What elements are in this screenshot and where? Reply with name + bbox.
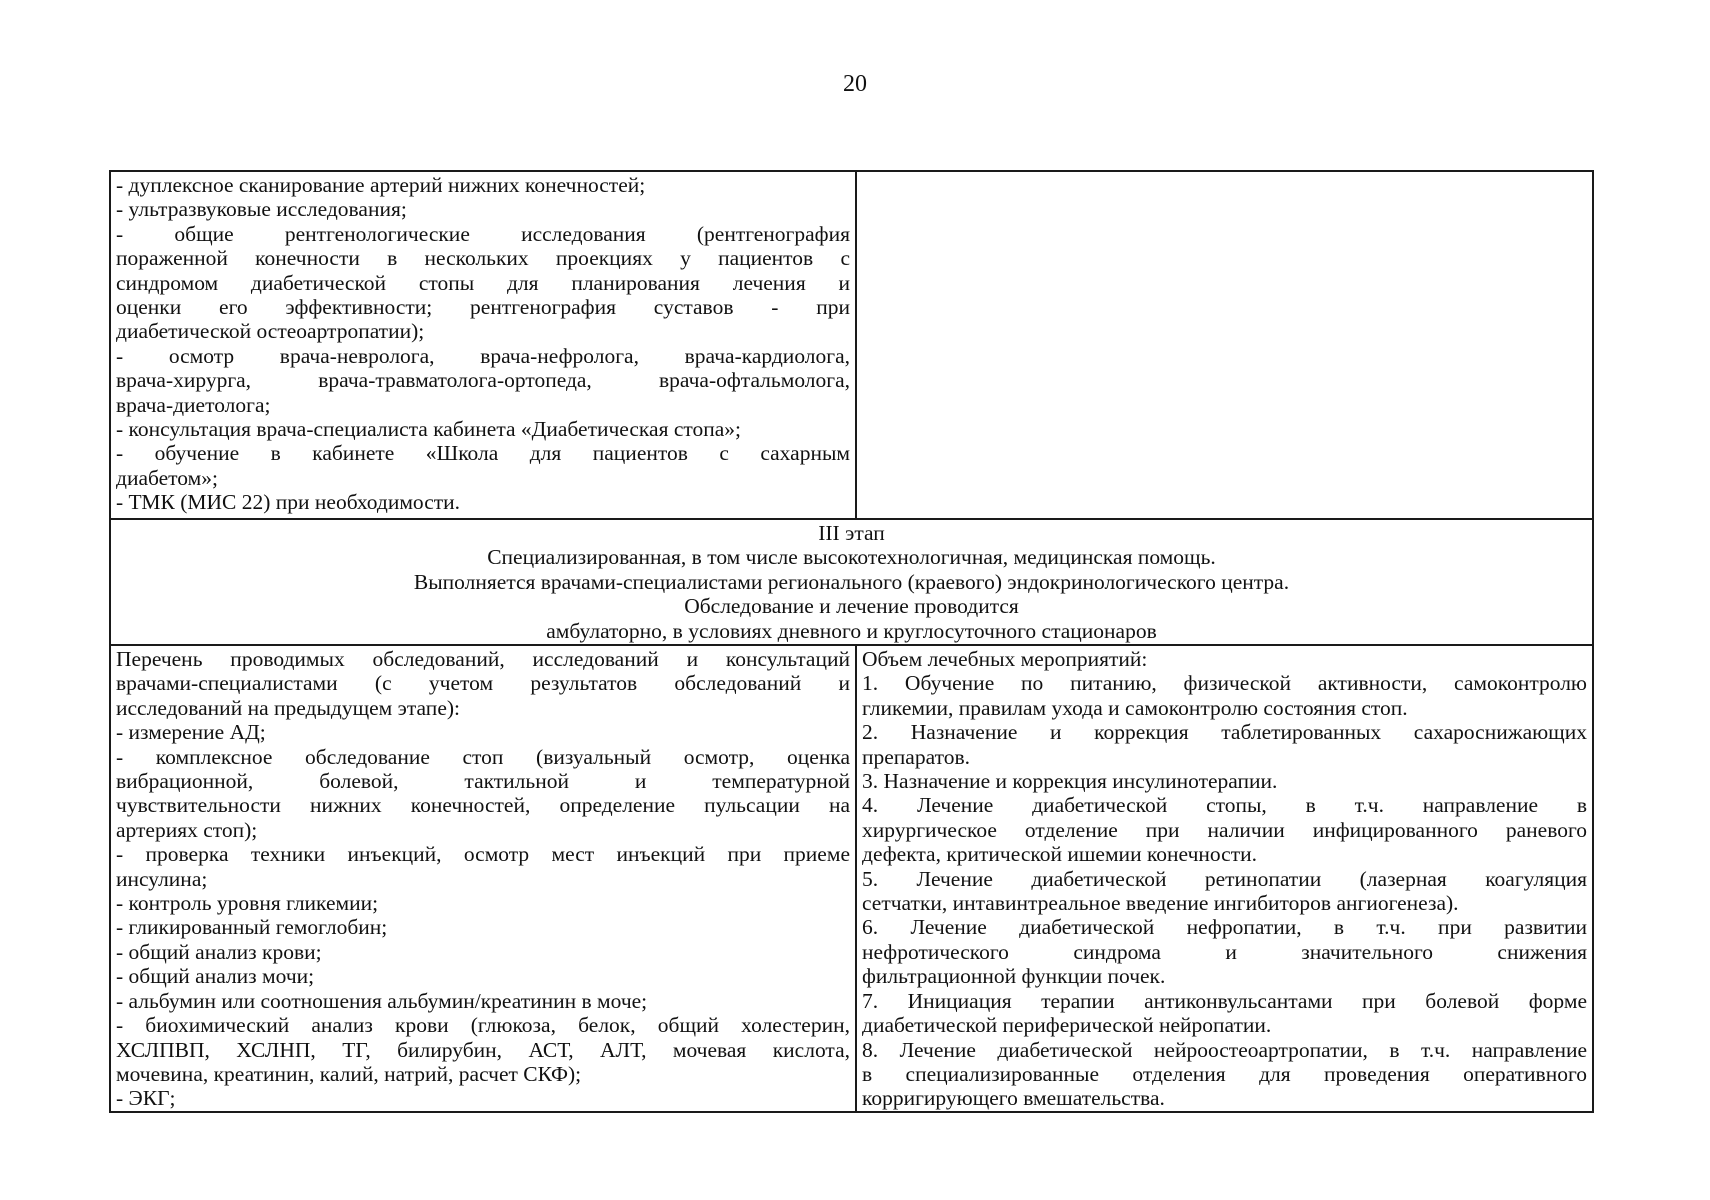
list-item: - обучение в кабинете «Школа для пациентов с сахарным	[116, 441, 850, 466]
list-item: - дуплексное сканирование артерий нижних конечностей;	[116, 173, 646, 197]
list-item: - измерение АД;	[116, 720, 266, 745]
list-item: - консультация врача-специалиста кабинета «Диабетическая стопа»;	[116, 417, 742, 442]
examinations-cell	[110, 645, 856, 1112]
list-item: - общий анализ мочи;	[116, 964, 315, 989]
list-item: хирургическое отделение при наличии инфицированного раневого	[862, 817, 1587, 842]
stage-heading-cell	[110, 519, 1593, 645]
list-item: фильтрационной функции почек.	[862, 964, 1166, 989]
list-item: 5. Лечение диабетической ретинопатии (лазерная коагуляция	[862, 866, 1587, 891]
list-item: - ультразвуковые исследования;	[116, 197, 407, 222]
list-item: диабетом»;	[116, 465, 218, 490]
list-item: сетчатки, интавинтреальное введение ингибиторов ангиогенеза).	[862, 891, 1459, 916]
list-item: Объем лечебных мероприятий:	[862, 647, 1148, 671]
list-item: 3. Назначение и коррекция инсулинотерапии.	[862, 769, 1278, 794]
examinations-continued-cell	[110, 171, 856, 519]
list-item: - осмотр врача-невролога, врача-нефролога, врача-кардиолога,	[116, 343, 850, 368]
list-item: врача-хирурга, врача-травматолога-ортопеда, врача-офтальмолога,	[116, 368, 850, 393]
list-item: исследований на предыдущем этапе):	[116, 695, 460, 720]
list-item: 4. Лечение диабетической стопы, в т.ч. направление в	[862, 793, 1587, 818]
list-item: 7. Инициация терапии антиконвульсантами при болевой форме	[862, 988, 1587, 1013]
table-row	[110, 519, 1593, 645]
list-item: 1. Обучение по питанию, физической активности, самоконтролю	[862, 671, 1587, 696]
list-item: диабетической остеоартропатии);	[116, 319, 425, 344]
list-item: дефекта, критической ишемии конечности.	[862, 842, 1257, 867]
list-item: - альбумин или соотношения альбумин/креатинин в моче;	[116, 988, 648, 1013]
list-item: врачами-специалистами (с учетом результатов обследований и	[116, 671, 850, 696]
list-item: - гликированный гемоглобин;	[116, 915, 388, 940]
list-item: чувствительности нижних конечностей, определение пульсации на	[116, 793, 850, 818]
list-item: оценки его эффективности; рентгенография суставов - при	[116, 295, 850, 320]
list-item: врача-диетолога;	[116, 392, 271, 417]
empty-treatment-cell	[856, 171, 1593, 519]
list-item: ХСЛПВП, ХСЛНП, ТГ, билирубин, АСТ, АЛТ, мочевая кислота,	[116, 1037, 850, 1062]
page-number: 20	[843, 71, 867, 97]
list-item: - комплексное обследование стоп (визуальный осмотр, оценка	[116, 744, 850, 769]
list-item: гликемии, правилам ухода и самоконтролю состояния стоп.	[862, 695, 1408, 720]
list-item: вибрационной, болевой, тактильной и температурной	[116, 769, 850, 794]
list-item: 8. Лечение диабетической нейроостеоартропатии, в т.ч. направление	[862, 1037, 1587, 1062]
list-item: пораженной конечности в нескольких проекциях у пациентов с	[116, 246, 850, 271]
list-item: - общий анализ крови;	[116, 939, 322, 964]
stage-table	[109, 170, 1594, 1113]
list-item: Перечень проводимых обследований, исследований и консультаций	[116, 647, 850, 671]
list-item: - контроль уровня гликемии;	[116, 891, 379, 916]
list-item: 2. Назначение и коррекция таблетированных сахароснижающих	[862, 720, 1587, 745]
list-item: диабетической периферической нейропатии.	[862, 1013, 1272, 1038]
list-item: нефротического синдрома и значительного снижения	[862, 939, 1587, 964]
stage-description: Обследование и лечение проводится	[684, 594, 1019, 619]
list-item: - общие рентгенологические исследования (рентгенография	[116, 221, 850, 246]
table-row	[110, 645, 1593, 1112]
stage-description: Специализированная, в том числе высокотехнологичная, медицинская помощь.	[487, 545, 1216, 570]
list-item: - биохимический анализ крови (глюкоза, белок, общий холестерин,	[116, 1013, 850, 1038]
list-item: корригирующего вмешательства.	[862, 1086, 1165, 1111]
list-item: мочевина, креатинин, калий, натрий, расчет СКФ);	[116, 1061, 582, 1086]
table-row	[110, 171, 1593, 519]
list-item: в специализированные отделения для проведения оперативного	[862, 1061, 1587, 1086]
stage-title: III этап	[818, 521, 885, 545]
list-item: артериях стоп);	[116, 817, 258, 842]
list-item: препаратов.	[862, 744, 970, 769]
list-item: синдромом диабетической стопы для планирования лечения и	[116, 270, 850, 295]
list-item: - ЭКГ;	[116, 1086, 176, 1111]
list-item: - ТМК (МИС 22) при необходимости.	[116, 490, 461, 515]
list-item: 6. Лечение диабетической нефропатии, в т.ч. при развитии	[862, 915, 1587, 940]
stage-description: амбулаторно, в условиях дневного и круглосуточного стационаров	[546, 618, 1157, 643]
stage-description: Выполняется врачами-специалистами регионального (краевого) эндокринологического центра.	[413, 569, 1290, 594]
treatment-cell	[856, 645, 1593, 1112]
list-item: - проверка техники инъекций, осмотр мест инъекций при приеме	[116, 842, 850, 867]
list-item: инсулина;	[116, 866, 208, 891]
